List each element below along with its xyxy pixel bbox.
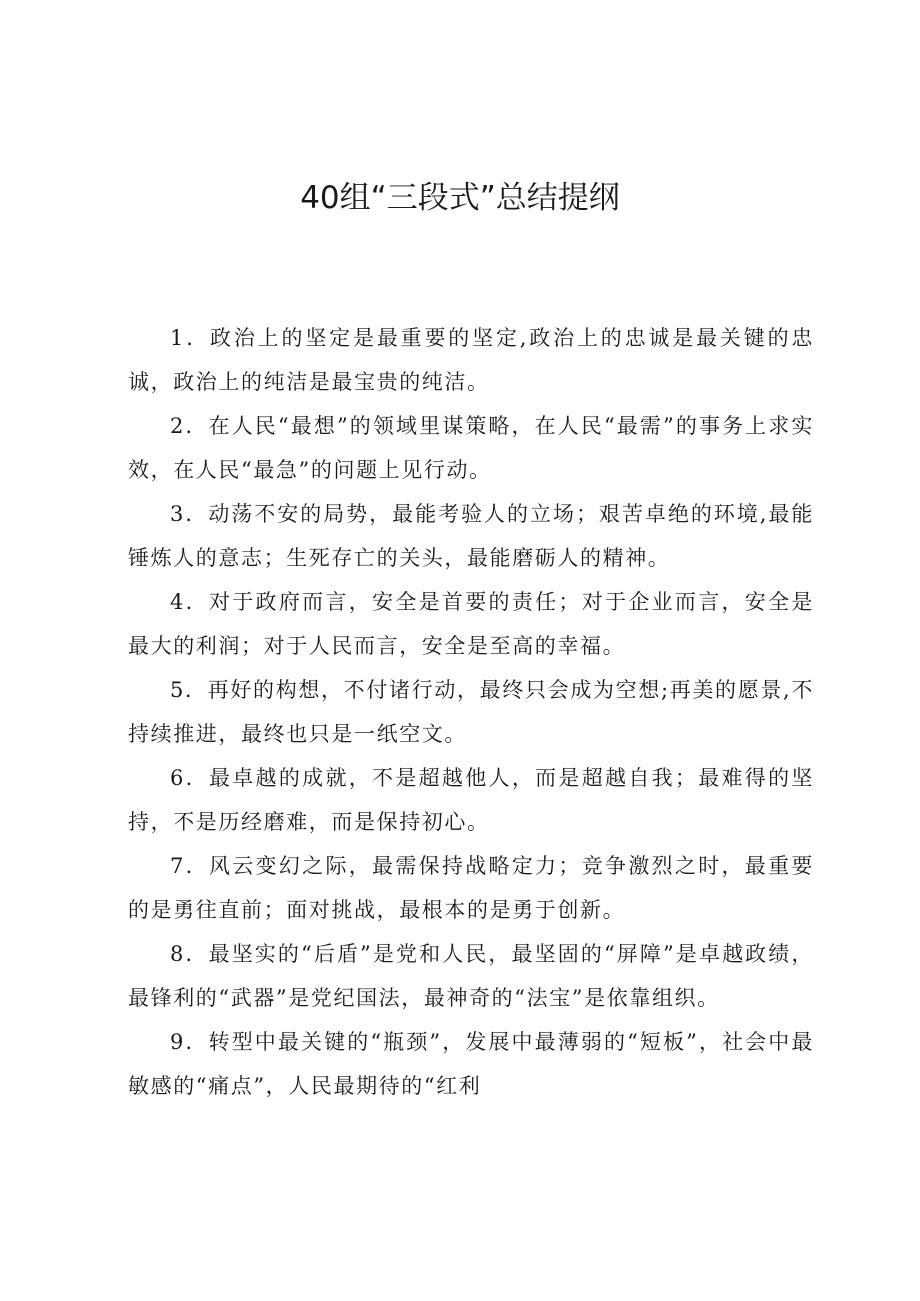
item-number: 7 [170, 854, 185, 878]
item-number: 6 [170, 766, 185, 790]
item-text: ．在人民“最想”的领域里谋策略，在人民“最需”的事务上求实效，在人民“最急”的问题上见行动。 [128, 414, 814, 482]
item-number: 5 [170, 678, 185, 702]
item-text: ．风云变幻之际，最需保持战略定力；竞争激烈之时，最重要的是勇往直前；面对挑战，最根本的是勇于创新。 [128, 854, 814, 922]
item-number: 2 [170, 414, 185, 438]
list-item [128, 492, 814, 580]
list-item [128, 668, 814, 756]
list-item [128, 844, 814, 932]
document-title: 40组“三段式”总结提纲 [300, 180, 620, 216]
item-number: 8 [170, 942, 185, 966]
item-text: ．最坚实的“后盾”是党和人民，最坚固的“屏障”是卓越政绩，最锋利的“武器”是党纪国法，最神奇的“法宝”是依靠组织。 [128, 942, 814, 1010]
list-item [128, 316, 814, 404]
item-text: ．转型中最关键的“瓶颈”，发展中最薄弱的“短板”，社会中最敏感的“痛点”，人民最期待的“红利 [128, 1030, 814, 1098]
item-number: 3 [170, 502, 185, 526]
item-text: ．政治上的坚定是最重要的坚定,政治上的忠诚是最关键的忠诚，政治上的纯洁是最宝贵的纯洁。 [128, 326, 814, 394]
list-item [128, 932, 814, 1020]
item-text: ．最卓越的成就，不是超越他人，而是超越自我；最难得的坚持，不是历经磨难，而是保持初心。 [128, 766, 814, 834]
item-number: 4 [170, 590, 185, 614]
list-item [128, 756, 814, 844]
document-body [128, 316, 814, 1108]
list-item [128, 404, 814, 492]
item-text: ．再好的构想，不付诸行动，最终只会成为空想;再美的愿景,不持续推进，最终也只是一纸空文。 [128, 678, 814, 746]
item-text: ．对于政府而言，安全是首要的责任；对于企业而言，安全是最大的利润；对于人民而言，安全是至高的幸福。 [128, 590, 814, 658]
item-number: 9 [170, 1030, 185, 1054]
item-text: ．动荡不安的局势，最能考验人的立场；艰苦卓绝的环境,最能锤炼人的意志；生死存亡的关头，最能磨砺人的精神。 [128, 502, 814, 570]
list-item [128, 1020, 814, 1108]
item-number: 1 [170, 326, 185, 350]
list-item [128, 580, 814, 668]
